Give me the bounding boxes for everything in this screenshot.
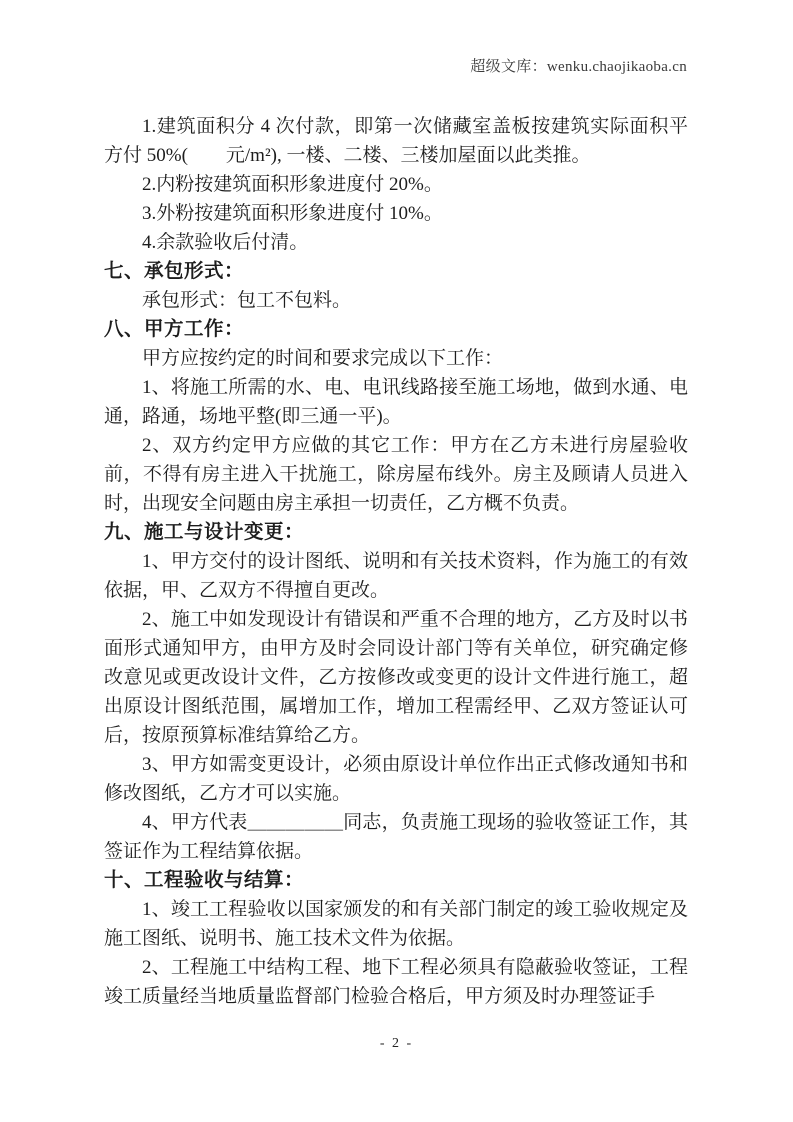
section-heading: 九、施工与设计变更： (104, 521, 305, 543)
paragraph: 4、甲方代表＿＿＿＿＿同志，负责施工现场的验收签证工作，其签证作为工程结算依据。 (104, 812, 688, 862)
paragraph: 1、甲方交付的设计图纸、说明和有关技术资料，作为施工的有效依据，甲、乙双方不得擅自更改。 (104, 551, 688, 601)
paragraph: 1、将施工所需的水、电、电讯线路接至施工场地，做到水通、电通，路通，场地平整(即三通一平)。 (104, 377, 688, 427)
section-heading: 七、承包形式： (104, 260, 245, 282)
paragraph: 3、甲方如需变更设计，必须由原设计单位作出正式修改通知书和修改图纸，乙方才可以实施。 (104, 754, 688, 804)
paragraph: 3.外粉按建筑面积形象进度付 10%。 (142, 203, 443, 224)
page-number: - 2 - (379, 1036, 414, 1051)
paragraph: 2.内粉按建筑面积形象进度付 20%。 (142, 174, 443, 195)
paragraph: 1.建筑面积分 4 次付款，即第一次储藏室盖板按建筑实际面积平方付 50%( 元/m²), 一楼、二楼、三楼加屋面以此类推。 (104, 116, 688, 166)
section-heading: 八、甲方工作： (104, 318, 245, 340)
paragraph: 承包形式：包工不包料。 (142, 290, 352, 311)
paragraph: 2、工程施工中结构工程、地下工程必须具有隐蔽验收签证，工程竣工质量经当地质量监督部门检验合格后，甲方须及时办理签证手 (104, 957, 688, 1007)
paragraph: 4.余款验收后付清。 (142, 232, 309, 253)
document-body (104, 112, 688, 1011)
paragraph: 2、施工中如发现设计有错误和严重不合理的地方，乙方及时以书面形式通知甲方，由甲方及时会同设计部门等有关单位，研究确定修改意见或更改设计文件，乙方按修改或变更的设计文件进行施工，超出原设计图纸范围，属增加工作，增加工程需经甲、乙双方签证认可后，按原预算标准结算给乙方。 (104, 609, 688, 746)
section-heading: 十、工程验收与结算： (104, 869, 305, 891)
paragraph: 2、双方约定甲方应做的其它工作：甲方在乙方未进行房屋验收前，不得有房主进入干扰施工，除房屋布线外。房主及顾请人员进入时，出现安全问题由房主承担一切责任，乙方概不负责。 (104, 435, 688, 514)
site-watermark: 超级文库：wenku.chaojikaoba.cn (470, 59, 687, 75)
paragraph: 1、竣工工程验收以国家颁发的和有关部门制定的竣工验收规定及施工图纸、说明书、施工技术文件为依据。 (104, 899, 688, 949)
paragraph: 甲方应按约定的时间和要求完成以下工作： (142, 348, 504, 369)
